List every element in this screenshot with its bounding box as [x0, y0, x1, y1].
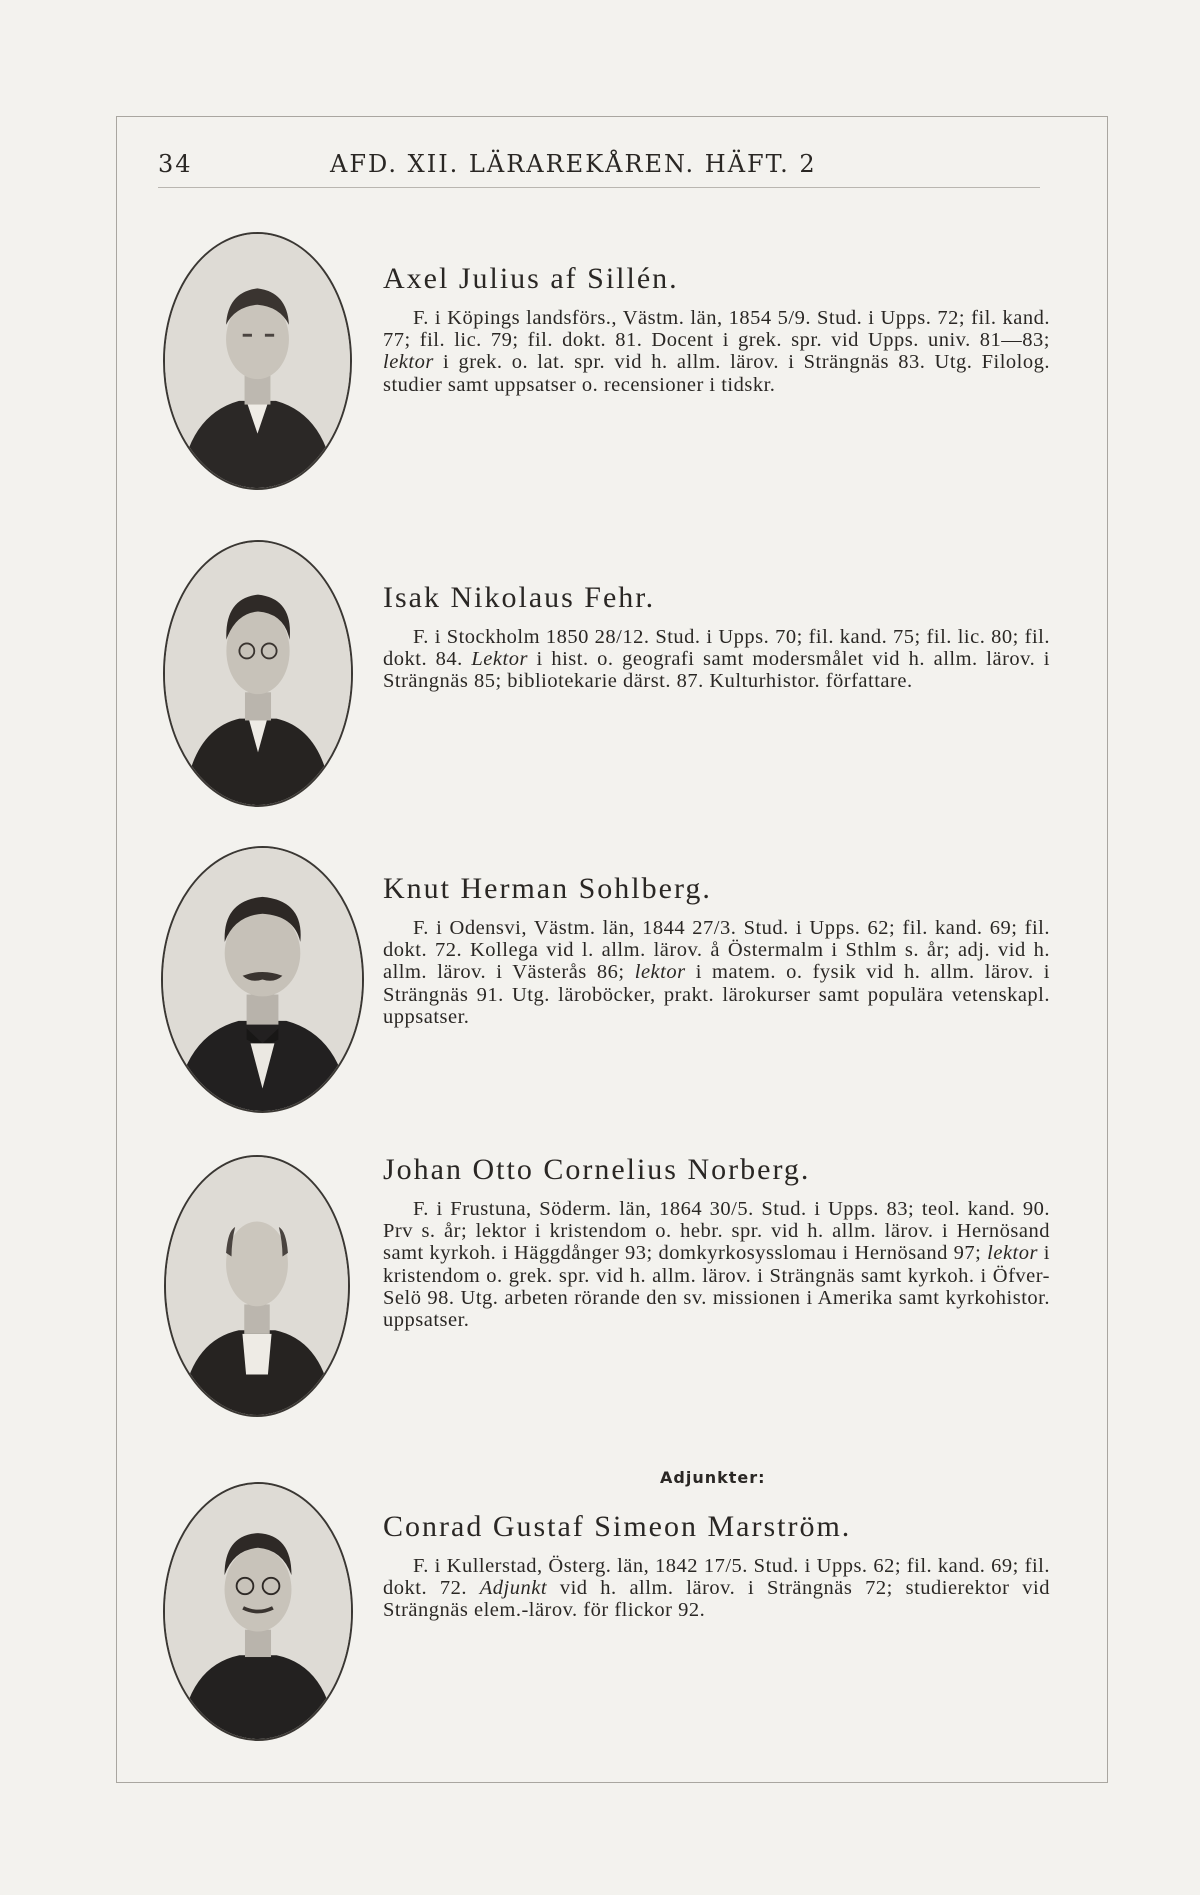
person-bio: F. i Köpings landsförs., Västm. län, 1854 5/9. Stud. i Upps. 72; fil. kand. 77; fil. lic. 79; fil. dokt. 81. Docent i grek. spr. vid Upps. univ. 81—83; lektor i grek. o. lat. spr. vid h. allm. lärov. i Strängnäs 83. Utg. Filolog. studier samt uppsatser o. recensioner i tidskr. [383, 307, 1050, 396]
entry-2 [383, 578, 1050, 693]
person-bio: F. i Kullerstad, Österg. län, 1842 17/5. Stud. i Upps. 62; fil. kand. 69; fil. dokt. 72. Adjunkt vid h. allm. lärov. i Strängnäs 72; studierektor vid Strängnäs elem.-lärov. för flickor 92. [383, 1555, 1050, 1622]
person-name: Knut Herman Sohlberg. [383, 872, 712, 905]
portrait-photo-4 [164, 1155, 350, 1417]
person-name: Conrad Gustaf Simeon Marström. [383, 1510, 852, 1543]
running-title: AFD. XII. LÄRAREKÅREN. HÄFT. 2 [330, 150, 817, 178]
portrait-photo-5 [163, 1482, 353, 1741]
header-rule [158, 187, 1040, 188]
entry-5 [383, 1507, 1050, 1622]
page-header [158, 150, 1040, 186]
person-name: Isak Nikolaus Fehr. [383, 581, 656, 614]
portrait-photo-3 [161, 846, 364, 1113]
person-name: Axel Julius af Sillén. [383, 262, 679, 295]
entry-1 [383, 259, 1050, 396]
person-name: Johan Otto Cornelius Norberg. [383, 1153, 811, 1186]
person-bio: F. i Frustuna, Söderm. län, 1864 30/5. Stud. i Upps. 83; teol. kand. 90. Prv s. år; lektor i kristendom o. hebr. spr. vid h. allm. lärov. i Hernösand samt kyrkoh. i Häggdånger 93; domkyrkosysslomau i Hernösand 97; lektor i kristendom o. grek. spr. vid h. allm. lärov. i Strängnäs samt kyrkoh. i Öfver-Selö 98. Utg. arbeten rörande den sv. missionen i Amerika samt kyrkohistor. uppsatser. [383, 1198, 1050, 1332]
person-bio: F. i Odensvi, Västm. län, 1844 27/3. Stud. i Upps. 62; fil. kand. 69; fil. dokt. 72. Kollega vid l. allm. lärov. å Östermalm i Sthlm s. år; adj. vid h. allm. lärov. i Västerås 86; lektor i matem. o. fysik vid h. allm. lärov. i Strängnäs 91. Utg. läroböcker, prakt. lärokurser samt populära vetenskapl. uppsatser. [383, 917, 1050, 1028]
portrait-photo-1 [163, 232, 352, 490]
person-bio: F. i Stockholm 1850 28/12. Stud. i Upps. 70; fil. kand. 75; fil. lic. 80; fil. dokt. 84. Lektor i hist. o. geografi samt modersmålet vid h. allm. lärov. i Strängnäs 85; bibliotekarie därst. 87. Kulturhistor. författare. [383, 626, 1050, 693]
page-number: 34 [158, 150, 193, 178]
entry-3 [383, 869, 1050, 1028]
portrait-photo-2 [163, 540, 353, 807]
entry-4 [383, 1150, 1050, 1331]
section-heading-adjunkter: Adjunkter: [660, 1468, 766, 1487]
